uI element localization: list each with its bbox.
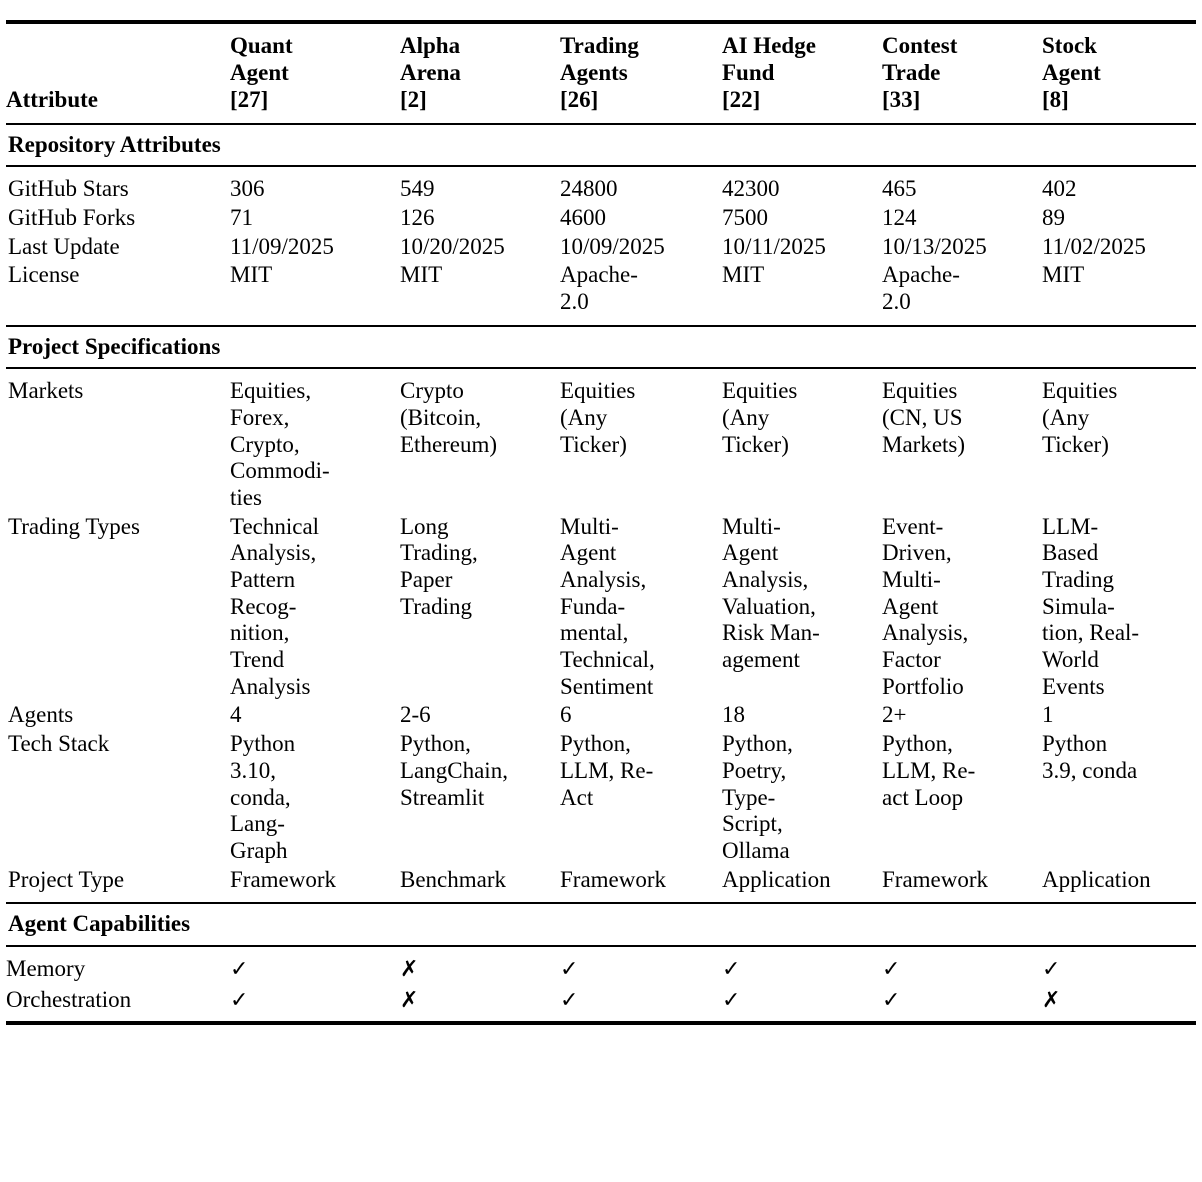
column-header-name-line: Trading — [560, 33, 639, 58]
value-line: LangChain, — [400, 757, 508, 783]
value-line: Paper — [400, 567, 453, 593]
value-line: Apache- — [882, 262, 960, 288]
value-cell — [400, 513, 560, 702]
section-heading: Agent Capabilities — [8, 911, 191, 937]
value-line: 2.0 — [882, 289, 911, 315]
value-line: 3.9, conda — [1042, 757, 1138, 783]
table-row — [6, 513, 1196, 702]
column-header-name-line: Arena — [400, 59, 461, 85]
value-line: 7500 — [722, 205, 768, 231]
value-line: tion, Real- — [1042, 620, 1140, 646]
value-cell — [560, 730, 722, 865]
column-header-name-line: Stock — [1042, 33, 1097, 58]
value-cell — [400, 369, 560, 512]
column-header-label: Attribute — [6, 86, 98, 112]
value-cell — [230, 204, 400, 233]
value-line: Python, — [400, 731, 471, 757]
value-line: Ticker) — [560, 431, 627, 457]
value-line: Framework — [882, 866, 989, 892]
value-line: Long — [400, 513, 449, 539]
value-line: Trading — [400, 593, 472, 619]
column-header-name-line: Agent — [230, 59, 289, 85]
value-line: 4600 — [560, 205, 606, 231]
attribute-label: Agents — [8, 702, 74, 728]
table-row — [6, 701, 1196, 730]
value-line: (Any — [1042, 405, 1090, 431]
section-heading-row — [6, 125, 1196, 167]
value-line: Recog- — [230, 593, 297, 619]
value-line: 306 — [230, 176, 265, 202]
value-line: Analysis, — [560, 567, 647, 593]
value-line: Factor — [882, 647, 941, 673]
value-line: Pattern — [230, 567, 296, 593]
table-row — [6, 985, 1196, 1024]
value-line: Analysis — [230, 673, 311, 699]
value-line: Application — [1042, 866, 1151, 892]
value-line: Equities — [1042, 378, 1118, 404]
value-line: Multi- — [560, 513, 619, 539]
value-cell — [560, 369, 722, 512]
value-line: LLM, Re- — [882, 757, 976, 783]
attribute-label: Orchestration — [6, 986, 132, 1012]
value-cell — [1042, 233, 1196, 262]
value-line: agement — [722, 647, 800, 673]
value-line: Forex, — [230, 405, 290, 431]
value-line: Technical, — [560, 647, 655, 673]
value-line: Event- — [882, 513, 944, 539]
value-cell — [230, 866, 400, 904]
column-header-5 — [882, 24, 1042, 124]
value-cell — [882, 513, 1042, 702]
column-header-4 — [722, 24, 882, 124]
value-line: Technical — [230, 513, 320, 539]
value-line: Based — [1042, 540, 1099, 566]
value-line: Events — [1042, 673, 1105, 699]
capability-cell — [1042, 947, 1196, 985]
section-heading-row — [6, 904, 1196, 946]
value-line: 2.0 — [560, 289, 589, 315]
value-line: 126 — [400, 205, 435, 231]
value-cell — [400, 730, 560, 865]
check-icon: ✓ — [560, 956, 579, 982]
column-header-attribute — [6, 24, 230, 124]
value-cell — [722, 730, 882, 865]
value-cell — [882, 204, 1042, 233]
value-cell — [560, 167, 722, 204]
value-cell — [560, 261, 722, 325]
value-line: Equities, — [230, 378, 312, 404]
value-line: 18 — [722, 702, 745, 728]
value-cell — [722, 233, 882, 262]
value-cell — [230, 167, 400, 204]
table-row — [6, 369, 1196, 512]
value-line: 10/20/2025 — [400, 233, 505, 259]
value-line: 4 — [230, 702, 242, 728]
attribute-label: Memory — [6, 955, 86, 981]
column-header-stack — [722, 33, 872, 114]
column-header-citation: [27] — [230, 86, 269, 112]
value-line: 89 — [1042, 205, 1065, 231]
value-cell — [1042, 866, 1196, 904]
value-line: Graph — [230, 837, 288, 863]
value-cell — [230, 730, 400, 865]
value-line: Multi- — [722, 513, 781, 539]
value-line: Risk Man- — [722, 620, 820, 646]
value-line: Poetry, — [722, 757, 787, 783]
column-header-2 — [400, 24, 560, 124]
value-line: Python, — [882, 731, 953, 757]
value-line: (Any — [722, 405, 770, 431]
value-line: Simula- — [1042, 593, 1115, 619]
horizontal-rule — [6, 1023, 1196, 1025]
value-line: 3.10, — [230, 757, 276, 783]
column-header-name-line: AI Hedge — [722, 33, 816, 58]
value-line: act Loop — [882, 784, 964, 810]
column-header-citation: [26] — [560, 86, 599, 112]
capability-cell — [1042, 985, 1196, 1024]
attribute-label: Last Update — [8, 233, 120, 259]
value-line: Python — [230, 731, 296, 757]
value-line: Lang- — [230, 811, 285, 837]
value-cell — [882, 261, 1042, 325]
value-line: MIT — [722, 262, 765, 288]
value-line: Trend — [230, 647, 285, 673]
capability-cell — [230, 947, 400, 985]
table-row — [6, 167, 1196, 204]
table-row — [6, 261, 1196, 325]
value-cell — [1042, 167, 1196, 204]
value-line: Script, — [722, 811, 783, 837]
value-line: Framework — [560, 866, 667, 892]
value-cell — [1042, 204, 1196, 233]
value-line: 124 — [882, 205, 917, 231]
column-header-stack — [560, 33, 712, 114]
capability-cell — [560, 985, 722, 1024]
value-line: nition, — [230, 620, 290, 646]
value-line: 71 — [230, 205, 253, 231]
value-line: Analysis, — [230, 540, 317, 566]
value-line: Equities — [560, 378, 636, 404]
value-line: 1 — [1042, 702, 1054, 728]
value-line: Sentiment — [560, 673, 654, 699]
cross-icon: ✗ — [400, 956, 419, 982]
value-line: Agent — [882, 593, 939, 619]
attribute-label: Trading Types — [8, 513, 140, 539]
value-cell — [560, 513, 722, 702]
value-cell — [1042, 730, 1196, 865]
value-cell — [722, 866, 882, 904]
value-line: 465 — [882, 176, 917, 202]
value-line: Python, — [560, 731, 631, 757]
column-header-name-line: Contest — [882, 33, 958, 58]
value-line: Crypto, — [230, 431, 300, 457]
value-line: MIT — [1042, 262, 1085, 288]
table-row — [6, 866, 1196, 904]
check-icon: ✓ — [882, 987, 901, 1013]
value-cell — [400, 233, 560, 262]
value-line: Type- — [722, 784, 776, 810]
value-line: 2-6 — [400, 702, 431, 728]
value-line: 2+ — [882, 702, 907, 728]
value-cell — [560, 701, 722, 730]
value-line: Ticker) — [722, 431, 789, 457]
table-row — [6, 730, 1196, 865]
attribute-label: Project Type — [8, 866, 125, 892]
capability-cell — [882, 985, 1042, 1024]
value-cell — [560, 233, 722, 262]
value-cell — [722, 261, 882, 325]
capability-cell — [400, 985, 560, 1024]
value-cell — [722, 701, 882, 730]
value-line: 24800 — [560, 176, 618, 202]
column-header-1 — [230, 24, 400, 124]
value-line: 42300 — [722, 176, 780, 202]
value-line: Agent — [722, 540, 779, 566]
value-cell — [400, 167, 560, 204]
table-header-row — [6, 24, 1196, 124]
column-header-stack — [882, 33, 1032, 114]
value-line: Portfolio — [882, 673, 964, 699]
column-header-stack — [400, 33, 550, 114]
value-line: Agent — [560, 540, 617, 566]
value-cell — [882, 167, 1042, 204]
column-header-name-line: Agent — [1042, 59, 1101, 85]
value-line: Analysis, — [722, 567, 809, 593]
value-line: Valuation, — [722, 593, 816, 619]
column-header-citation: [8] — [1042, 86, 1069, 112]
column-header-citation: [22] — [722, 86, 761, 112]
section-heading-row — [6, 327, 1196, 369]
value-line: Commodi- — [230, 458, 330, 484]
value-cell — [230, 369, 400, 512]
value-line: World — [1042, 647, 1099, 673]
value-line: ties — [230, 485, 262, 511]
capability-cell — [400, 947, 560, 985]
value-cell — [882, 369, 1042, 512]
value-line: 10/11/2025 — [722, 233, 826, 259]
value-line: (Any — [560, 405, 608, 431]
value-line: Python — [1042, 731, 1108, 757]
value-cell — [400, 261, 560, 325]
value-line: 6 — [560, 702, 572, 728]
value-line: MIT — [400, 262, 443, 288]
table-row — [6, 204, 1196, 233]
repository-comparison-table — [6, 20, 1196, 1025]
value-line: 11/02/2025 — [1042, 233, 1146, 259]
value-cell — [400, 866, 560, 904]
value-line: Ollama — [722, 837, 790, 863]
capability-cell — [722, 985, 882, 1024]
column-header-3 — [560, 24, 722, 124]
value-cell — [882, 866, 1042, 904]
value-cell — [560, 866, 722, 904]
value-cell — [400, 204, 560, 233]
value-cell — [722, 513, 882, 702]
check-icon: ✓ — [882, 956, 901, 982]
value-line: 549 — [400, 176, 435, 202]
value-cell — [230, 513, 400, 702]
value-cell — [722, 167, 882, 204]
value-line: Driven, — [882, 540, 952, 566]
value-line: conda, — [230, 784, 291, 810]
check-icon: ✓ — [722, 956, 741, 982]
value-cell — [1042, 369, 1196, 512]
value-line: LLM, Re- — [560, 757, 654, 783]
column-header-name-line: Agents — [560, 59, 628, 85]
value-cell — [722, 204, 882, 233]
value-line: 10/13/2025 — [882, 233, 987, 259]
value-line: Trading — [1042, 567, 1114, 593]
value-cell — [230, 701, 400, 730]
value-cell — [1042, 701, 1196, 730]
value-cell — [882, 233, 1042, 262]
table-row — [6, 233, 1196, 262]
column-header-name-line: Alpha — [400, 33, 461, 58]
attribute-label: Markets — [8, 378, 84, 404]
check-icon: ✓ — [230, 956, 249, 982]
value-line: Multi- — [882, 567, 941, 593]
value-line: Benchmark — [400, 866, 507, 892]
capability-cell — [722, 947, 882, 985]
value-line: (Bitcoin, — [400, 405, 482, 431]
value-line: 10/09/2025 — [560, 233, 665, 259]
column-header-name-line: Quant — [230, 33, 293, 58]
cross-icon: ✗ — [1042, 987, 1061, 1013]
check-icon: ✓ — [722, 987, 741, 1013]
value-cell — [882, 730, 1042, 865]
value-line: 402 — [1042, 176, 1077, 202]
value-line: LLM- — [1042, 513, 1099, 539]
value-line: Ticker) — [1042, 431, 1109, 457]
column-header-6 — [1042, 24, 1196, 124]
column-header-citation: [2] — [400, 86, 427, 112]
value-line: Act — [560, 784, 594, 810]
value-line: 11/09/2025 — [230, 233, 334, 259]
value-line: Ethereum) — [400, 431, 498, 457]
value-line: MIT — [230, 262, 273, 288]
value-line: Streamlit — [400, 784, 485, 810]
value-line: Framework — [230, 866, 337, 892]
capability-cell — [230, 985, 400, 1024]
value-cell — [722, 369, 882, 512]
column-header-name-line: Trade — [882, 59, 941, 85]
value-line: Equities — [722, 378, 798, 404]
value-line: Analysis, — [882, 620, 969, 646]
value-cell — [560, 204, 722, 233]
value-cell — [230, 233, 400, 262]
capability-cell — [882, 947, 1042, 985]
capability-cell — [560, 947, 722, 985]
column-header-stack — [230, 33, 390, 114]
value-line: Application — [722, 866, 831, 892]
value-line: Trading, — [400, 540, 478, 566]
attribute-label: Tech Stack — [8, 731, 110, 757]
attribute-label: License — [8, 262, 80, 288]
check-icon: ✓ — [1042, 956, 1061, 982]
table-body — [6, 22, 1196, 1025]
value-line: mental, — [560, 620, 629, 646]
attribute-label: GitHub Stars — [8, 176, 129, 202]
column-header-name-line: Fund — [722, 59, 775, 85]
value-line: (CN, US — [882, 405, 963, 431]
table-row — [6, 947, 1196, 985]
value-cell — [882, 701, 1042, 730]
section-heading: Project Specifications — [8, 333, 221, 359]
value-cell — [1042, 513, 1196, 702]
column-header-citation: [33] — [882, 86, 921, 112]
value-line: Apache- — [560, 262, 638, 288]
value-cell — [400, 701, 560, 730]
check-icon: ✓ — [560, 987, 579, 1013]
column-header-stack — [1042, 33, 1186, 114]
value-line: Crypto — [400, 378, 464, 404]
attribute-label: GitHub Forks — [8, 205, 136, 231]
value-line: Markets) — [882, 431, 966, 457]
value-line: Funda- — [560, 593, 626, 619]
value-line: Equities — [882, 378, 958, 404]
value-line: Python, — [722, 731, 793, 757]
table-bottom-rule — [6, 1023, 1196, 1025]
section-heading: Repository Attributes — [8, 131, 221, 157]
cross-icon: ✗ — [400, 987, 419, 1013]
value-cell — [230, 261, 400, 325]
value-cell — [1042, 261, 1196, 325]
check-icon: ✓ — [230, 987, 249, 1013]
